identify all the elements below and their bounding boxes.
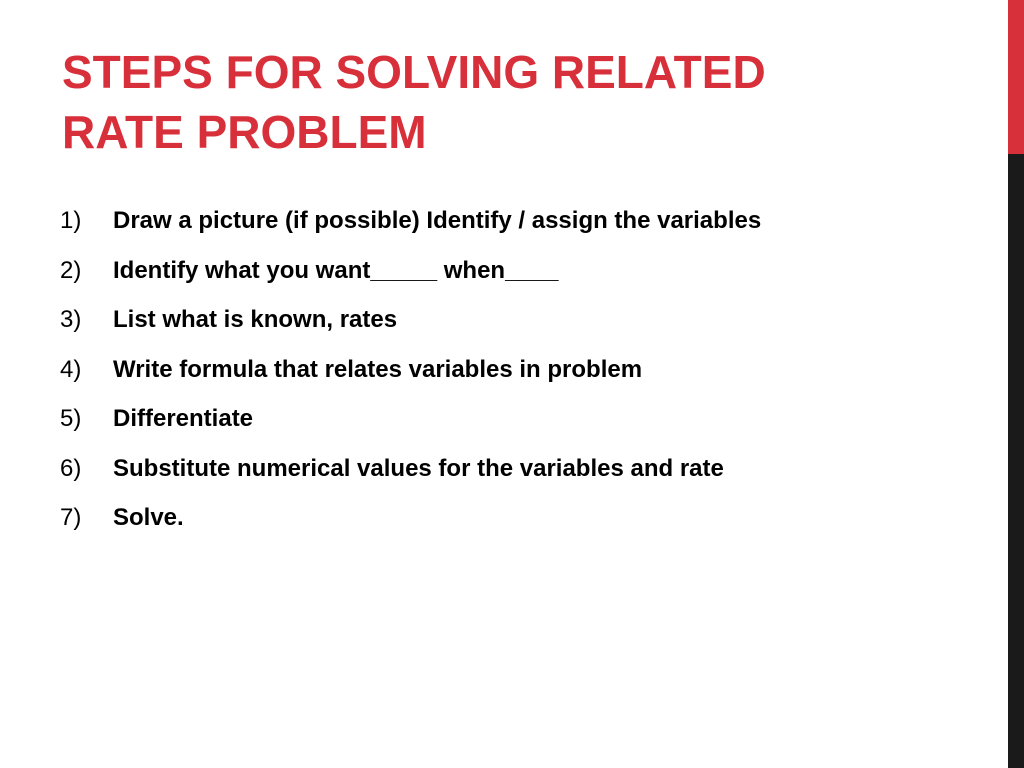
step-text: Solve. <box>113 504 184 531</box>
step-item-1 <box>60 196 980 246</box>
side-accent-bar <box>1008 0 1024 768</box>
step-number: 5) <box>60 405 82 432</box>
step-item-4 <box>60 345 980 395</box>
step-number: 6) <box>60 454 82 482</box>
step-item-5 <box>60 394 980 444</box>
step-text: List what is known, rates <box>113 306 398 333</box>
step-text: Write formula that relates variables in problem <box>113 355 643 383</box>
slide-title-line-2: RATE PROBLEM <box>62 106 427 158</box>
slide-title <box>62 42 962 162</box>
step-text: Differentiate <box>113 405 254 432</box>
step-item-7 <box>60 493 980 543</box>
side-accent-bar-dark <box>1008 154 1024 768</box>
step-number: 7) <box>60 504 82 531</box>
step-number: 4) <box>60 355 82 383</box>
slide-title-line-1: STEPS FOR SOLVING RELATED <box>62 46 766 98</box>
step-number: 1) <box>60 207 82 234</box>
step-item-3 <box>60 295 980 345</box>
step-number: 2) <box>60 256 82 284</box>
steps-list <box>60 196 980 543</box>
step-text: Identify what you want_____ when____ <box>113 256 559 284</box>
step-number: 3) <box>60 306 82 333</box>
step-text: Draw a picture (if possible) Identify / assign the variables <box>113 207 762 234</box>
step-item-6 <box>60 444 980 494</box>
step-item-2 <box>60 246 980 296</box>
side-accent-bar-red <box>1008 0 1024 154</box>
step-text: Substitute numerical values for the variables and rate <box>113 454 724 482</box>
